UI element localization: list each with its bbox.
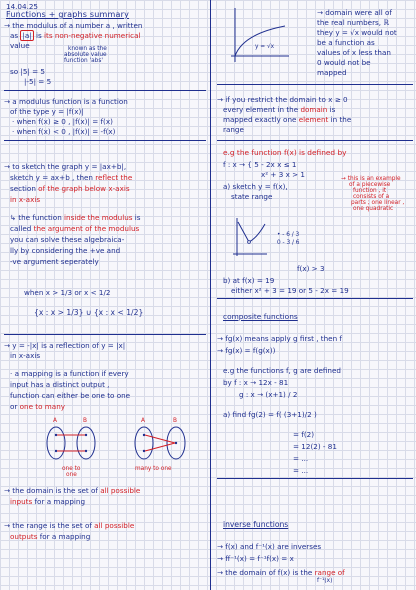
sketch-line4: in x-axis <box>10 195 41 204</box>
reflection-line2: in x-axis <box>10 351 41 360</box>
mapping-line3: function can either be one to one <box>10 391 131 400</box>
argument-line2: called the argument of the modulus <box>10 224 140 233</box>
section-rule <box>4 140 206 141</box>
abs-example-1: so |5| = 5 <box>10 67 46 76</box>
composite-line2: → fg(x) = f(g(x)) <box>217 346 276 355</box>
diagram-label-a2: A <box>141 418 145 424</box>
inverse-line2: → ff⁻¹(x) = f⁻¹f(x) = x <box>217 554 294 563</box>
sqrt-note-3: they y = √x would not <box>317 28 397 37</box>
range-definition-line1: → the range is the set of all possible <box>4 521 135 530</box>
one-to-one-label: one to <box>62 466 81 472</box>
piecewise-def-2: x² + 3 x > 1 <box>261 170 306 179</box>
composite-example-7: = ... <box>293 454 309 463</box>
inverse-heading: inverse functions <box>223 520 289 529</box>
section-rule <box>217 140 413 141</box>
modulus-function-line1: → a modulus function is a function <box>4 97 128 106</box>
piecewise-note-4: consists of a <box>353 194 390 200</box>
sqrt-note-6: 0 would not be <box>317 58 371 67</box>
sqrt-note-4: be a function as <box>317 38 375 47</box>
abs-a-box: |a| <box>22 31 32 40</box>
sketch-line3: section of the graph below x-axis <box>10 184 130 193</box>
diagram-label-a: A <box>53 418 57 424</box>
restrict-domain-line4: range <box>223 125 244 134</box>
reflection-line1: → y = -|x| is a reflection of y = |x| <box>4 341 126 350</box>
many-to-one-diagram <box>135 427 185 459</box>
modulus-definition-line3: value <box>10 41 30 50</box>
piecewise-b1: b) at f(x) = 19 <box>223 276 275 285</box>
composite-example-6: = 12(2) - 81 <box>293 442 337 451</box>
column-divider <box>210 0 211 590</box>
sqrt-note-5: values of x less than <box>317 48 391 57</box>
piecewise-graph <box>229 216 269 258</box>
modulus-definition-line1: → the modulus of a number a , written <box>4 21 143 30</box>
many-to-one-label: many to one <box>135 466 172 472</box>
piecewise-note-1: → this is an example <box>341 176 401 182</box>
graph-points-1: • - 6 / 3 <box>277 232 300 238</box>
sketch-line2: sketch y = ax+b , then reflect the <box>10 173 133 182</box>
one-to-one-diagram <box>47 427 95 459</box>
range-definition-line2: outputs for a mapping <box>10 532 91 541</box>
mapping-line1: · a mapping is a function if every <box>10 369 129 378</box>
composite-example-5: = f(2) <box>293 430 315 439</box>
date: 14.04.25 <box>6 2 39 11</box>
piecewise-note-5: parts ; one linear , <box>351 200 405 206</box>
abs-note-3: function 'abs' <box>64 58 103 64</box>
inequality-solution: when x > 1/3 or x < 1/2 <box>24 288 111 297</box>
argument-line1: ↳ the function inside the modulus is <box>10 213 141 222</box>
sqrt-note-2: the real numbers, ℝ <box>317 18 390 27</box>
composite-line1: → fg(x) means apply g first , then f <box>217 334 342 343</box>
set-notation: {x : x > 1/3} ∪ {x : x < 1/2} <box>34 308 144 317</box>
argument-line5: -ve argument seperately <box>10 257 99 266</box>
piecewise-q-a1: a) sketch y = f(x), <box>223 182 288 191</box>
domain-definition-line1: → the domain is the set of all possible <box>4 486 141 495</box>
abs-example-2: |-5| = 5 <box>24 77 52 86</box>
sqrt-note-7: mapped <box>317 68 347 77</box>
argument-line3: you can solve these algebraica- <box>10 235 125 244</box>
piecewise-note-3: function , it <box>353 188 387 194</box>
restrict-domain-line1: → if you restrict the domain to x ≥ 0 <box>217 95 348 104</box>
section-rule <box>217 84 413 85</box>
diagram-label-b: B <box>83 418 87 424</box>
section-rule <box>217 478 413 479</box>
inverse-line3: → the domain of f(x) is the range of <box>217 568 345 577</box>
piecewise-def-1: f : x → { 5 - 2x x ≤ 1 <box>223 160 297 169</box>
modulus-function-case1: · when f(x) ≥ 0 , |f(x)| = f(x) <box>12 117 113 126</box>
composite-example-3: g : x → (x+1) / 2 <box>239 390 298 399</box>
piecewise-note-6: one quadratic <box>353 206 394 212</box>
abs-note-1: known as the <box>68 46 107 52</box>
sketch-line1: → to sketch the graph y = |ax+b|, <box>4 162 127 171</box>
composite-example-4: a) find fg(2) = f( (3+1)/2 ) <box>223 410 317 419</box>
graph-points-2: 0 - 3 / 6 <box>277 240 300 246</box>
piecewise-note-2: of a piecewise <box>349 182 391 188</box>
inverse-line1: → f(x) and f⁻¹(x) are inverses <box>217 542 322 551</box>
page-title: Functions + graphs summary <box>6 10 130 19</box>
mapping-line4: or one to many <box>10 402 66 411</box>
composite-example-8: = ... <box>293 466 309 475</box>
sqrt-graph-label: y = √x <box>255 44 275 50</box>
mapping-line2: input has a distinct output , <box>10 380 110 389</box>
domain-definition-line2: inputs for a mapping <box>10 497 86 506</box>
composite-heading: composite functions <box>223 312 298 321</box>
sqrt-graph <box>223 6 293 66</box>
modulus-function-case2: · when f(x) < 0 , |f(x)| = -f(x) <box>12 127 116 136</box>
piecewise-q-a2: state range <box>231 192 273 201</box>
modulus-definition-line2: as |a| is its non-negative numerical <box>10 31 141 40</box>
piecewise-range: f(x) > 3 <box>297 264 325 273</box>
diagram-label-b2: B <box>173 418 177 424</box>
piecewise-b2: either x² + 3 = 19 or 5 - 2x = 19 <box>231 286 349 295</box>
section-rule <box>4 90 206 91</box>
inverse-line4: f⁻¹(x) <box>317 578 333 584</box>
abs-note-2: absolute value <box>64 52 107 58</box>
argument-line4: lly by considering the +ve and <box>10 246 121 255</box>
sqrt-note-1: → domain were all of <box>317 8 392 17</box>
composite-example-2: by f : x → 12x - 81 <box>223 378 289 387</box>
restrict-domain-line3: mapped exactly one element in the <box>223 115 352 124</box>
section-rule <box>4 334 206 335</box>
modulus-function-line2: of the type y = |f(x)| <box>10 107 84 116</box>
piecewise-heading: e.g the function f(x) is defined by <box>223 148 347 157</box>
restrict-domain-line2: every element in the domain is <box>223 105 336 114</box>
composite-example-1: e.g the functions f, g are defined <box>223 366 341 375</box>
one-to-one-label-2: one <box>66 472 77 478</box>
section-rule <box>217 298 413 299</box>
